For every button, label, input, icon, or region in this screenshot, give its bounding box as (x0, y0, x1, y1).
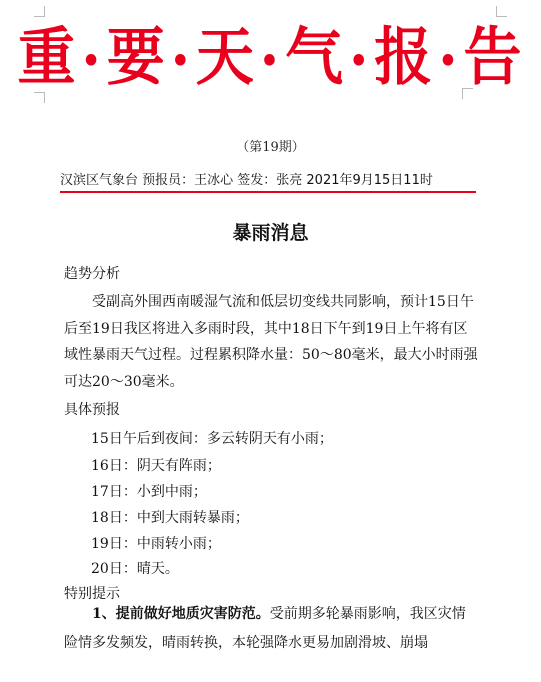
trend-heading: 趋势分析 (64, 266, 120, 282)
forecast-item: 19日：中雨转小雨； (91, 536, 221, 552)
masthead-char: 气 (285, 20, 346, 94)
trend-paragraph: 受副高外围西南暖湿气流和低层切变线共同影响，预计15日午后至19日我区将进入多雨时段，其中18日下午到19日上午将有区域性暴雨天气过程。过程累积降水量：50～80毫米，最大小时雨强可达20～30毫米。 (64, 294, 478, 390)
masthead-char: 报 (374, 20, 435, 94)
forecast-item: 20日：晴天。 (91, 561, 179, 577)
header-divider (60, 191, 476, 193)
tip-text: 受前期多轮暴雨影响，我区灾情险情多发频发，晴雨转换，本轮强降水更易加剧滑坡、崩塌 (64, 606, 466, 651)
report-masthead: 重 •要 •天 •气 •报 •告 (17, 20, 524, 94)
masthead-char: 告 (463, 20, 524, 94)
masthead-char: 重 (17, 20, 78, 94)
tip-bold-lead: 1、提前做好地质灾害防范。 (92, 606, 270, 622)
sender-line: 汉滨区气象台 预报员：王冰心 签发：张亮 2021年9月15日11时 (60, 173, 433, 188)
forecast-item: 18日：中到大雨转暴雨； (91, 510, 249, 526)
issue-number: （第19期） (236, 140, 305, 155)
forecast-item: 16日：阴天有阵雨； (91, 458, 221, 474)
masthead-char: 要 (106, 20, 167, 94)
tips-heading: 特别提示 (64, 586, 120, 602)
masthead-char: 天 (195, 20, 256, 94)
tips-paragraph (64, 600, 478, 658)
document-title: 暴雨消息 (232, 222, 309, 244)
margin-corner-mark (34, 6, 45, 17)
forecast-item: 17日：小到中雨； (91, 484, 207, 500)
margin-corner-mark (496, 6, 507, 17)
forecast-item: 15日午后到夜间：多云转阴天有小雨； (91, 431, 333, 447)
forecast-heading: 具体预报 (64, 402, 120, 418)
